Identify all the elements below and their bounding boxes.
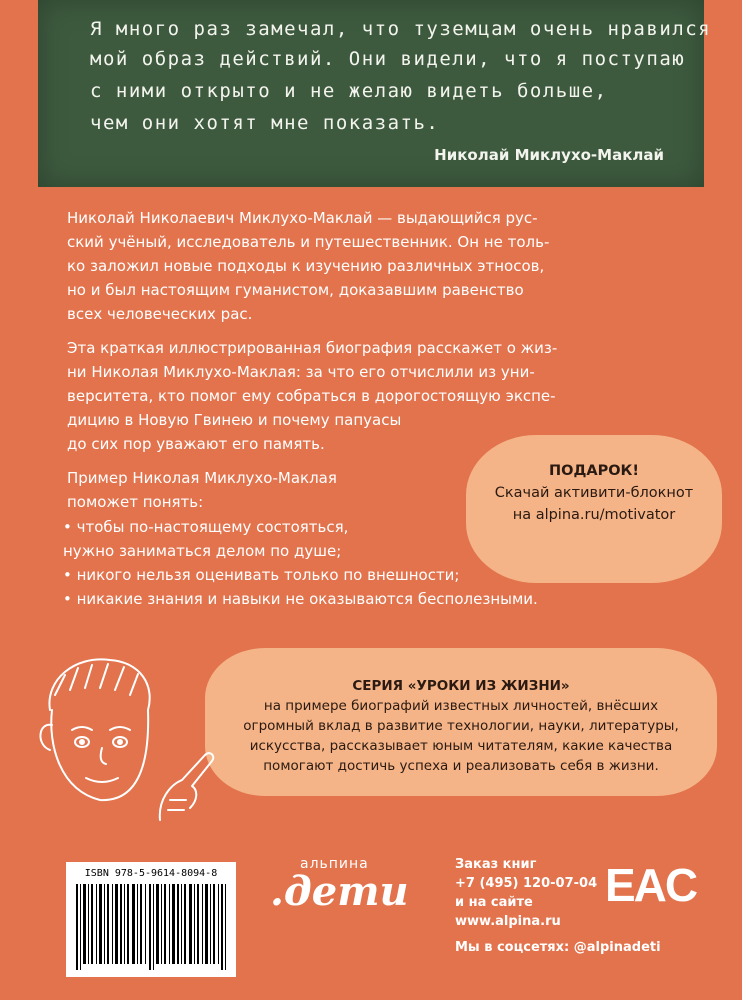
series-line: огромный вклад в развитие технологии, науки, литературы, [243,718,679,734]
text-line: всех человеческих рас. [67,305,253,323]
isbn-number: ISBN 978-5-9614-8094-8 [84,868,218,879]
text-line: ко заложил новые подходы к изучению различных этносов, [67,257,545,275]
series-line: искусства, рассказывает юным читателям, какие качества [249,738,673,754]
quote-board [38,0,712,187]
text-line: ский учёный, исследователь и путешественник. Он не толь- [67,233,550,251]
gift-title: ПОДАРОК! [548,463,640,479]
gift-line: Скачай активити-блокнот [494,485,694,501]
text-line: поможет понять: [67,493,204,511]
text-line: Пример Николая Миклухо-Маклая [67,469,337,487]
bullet-item: • никого нельзя оценивать только по внешности; [63,566,460,584]
text-line: до сих пор уважают его память. [67,435,325,453]
quote-author: Николай Миклухо-Маклай [434,146,664,164]
text-line: но и был настоящим гуманистом, доказавшим равенство [67,281,524,299]
order-line: Заказ книг [455,857,537,872]
intro-paragraph [67,206,697,326]
social-handle[interactable]: Мы в соцсетях: @alpinadeti [455,940,661,955]
quote-line: с ними открыто и не желаю видеть больше, [90,80,608,102]
text-line: Эта краткая иллюстрированная биография расскажет о жиз- [67,339,558,357]
text-line: Николай Николаевич Миклухо-Маклай — выдающийся рус- [67,209,538,227]
order-line: и на сайте [455,895,533,910]
text-line: ни Николая Миклухо-Маклая: за что его отчислили из уни- [67,363,535,381]
bullet-item: • никакие знания и навыки не оказываются бесполезными. [63,590,538,608]
quote-line: мой образ действий. Они видели, что я поступаю [90,48,686,70]
quote-line: чем они хотят мне показать. [90,112,440,134]
series-line: помогают достичь успеха и реализовать себя в жизни. [263,758,659,774]
boy-illustration [20,650,220,830]
publisher-logo-small: альпина [300,856,369,872]
eac-mark-icon: EAC [605,859,697,911]
barcode-icon [74,884,228,970]
series-bubble [205,648,717,796]
publisher-logo: .дети [270,868,409,915]
bullet-item: • чтобы по-настоящему состояться, [63,518,349,536]
order-phone[interactable]: +7 (495) 120-07-04 [455,876,598,891]
gift-link[interactable]: на alpina.ru/motivator [512,507,676,523]
order-info [455,855,597,931]
series-title: СЕРИЯ «УРОКИ ИЗ ЖИЗНИ» [352,678,570,694]
gift-bubble [466,435,722,583]
series-line: на примере биографий известных личностей, внёсших [263,698,659,714]
isbn-barcode [66,862,236,977]
text-line: верситета, кто помог ему собраться в дорогостоящую экспе- [67,387,556,405]
order-website[interactable]: www.alpina.ru [455,914,561,929]
bullet-item: нужно заниматься делом по душе; [63,542,342,560]
quote-line: Я много раз замечал, что туземцам очень нравился [90,18,712,40]
text-line: дицию в Новую Гвинею и почему папуасы [67,411,402,429]
